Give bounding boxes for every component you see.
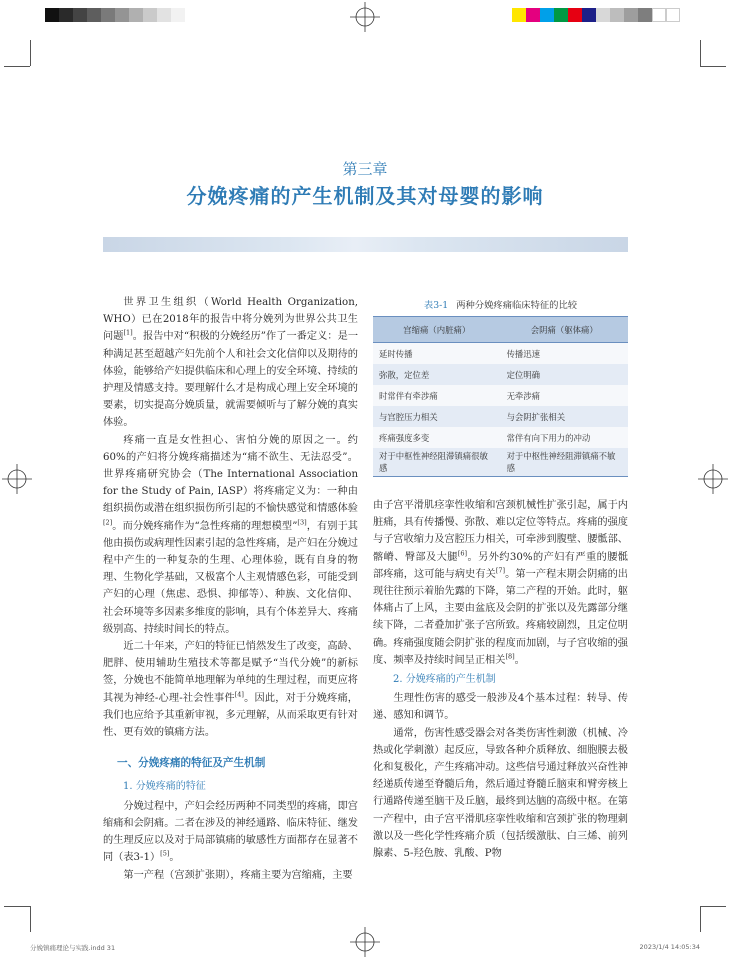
table-cell: 时常伴有牵涉痛 — [373, 385, 501, 406]
registration-target-icon — [348, 0, 382, 34]
grayscale-calibration-strip — [45, 8, 185, 22]
table-cell: 无牵涉痛 — [501, 385, 628, 406]
table-row — [373, 427, 628, 448]
crop-mark-top-right — [700, 40, 701, 66]
table-cell: 常伴有向下用力的冲动 — [501, 427, 628, 448]
table-row — [373, 364, 628, 385]
crop-mark-bottom-left — [30, 906, 31, 932]
paragraph: 分娩过程中，产妇会经历两种不同类型的疼痛，即宫缩痛和会阴痛。二者在涉及的神经通路、临床特征、继发的生理反应以及对于局部镇痛的敏感性方面都存在显著不同（表3-1）[5]。 — [103, 800, 358, 864]
crop-mark-bottom-right — [700, 906, 726, 907]
crop-mark-top-left — [4, 66, 30, 67]
crop-mark-top-left — [30, 40, 31, 66]
color-calibration-strip — [512, 8, 680, 22]
table-title: 两种分娩疼痛临床特征的比较 — [456, 300, 578, 311]
table-header-cell: 会阴痛（躯体痛） — [501, 317, 628, 343]
paragraph: 由子宫平滑肌痉挛性收缩和宫颈机械性扩张引起，属于内脏痛，具有传播慢、弥散、难以定位等特点。疼痛的强度与子宫收缩力及宫腔压力相关，可牵涉到腹壁、腰骶部、髂嵴、臀部及大腿[6]。另外约30%的产妇有严重的腰骶部疼痛，这可能与病史有关[7]。第一产程末期会阴痛的出现往往预示着胎先露的下降，第二产程的开始。此时，躯体痛占了上风，主要由盆底及会阴的扩张以及先露部分继续下降，二者叠加扩张子宫所致。疼痛较剧烈，且定位明确。疼痛强度随会阴扩张的程度而加剧，与子宫收缩的强度、频率及持续时间呈正相关[8]。 — [373, 500, 628, 666]
paragraph: 世界卫生组织（World Health Organization, WHO）已在2018年的报告中将分娩列为世界公共卫生问题[1]。报告中对“积极的分娩经历”作了一番定义：是一种满足甚至超越产妇先前个人和社会文化信仰以及期待的体验，能够给产妇提供临床和心理上的安全环境、持续的护理及情感支持。要理解什么才是构成心理上安全环境的要素，切实提高分娩质量，就需要倾听与了解分娩的真实体验。 — [103, 297, 359, 429]
paragraph: 近二十年来，产妇的特征已悄然发生了改变，高龄、肥胖、使用辅助生殖技术等都是赋予“当代分娩”的新标签，分娩也不能简单地理解为单纯的生理过程，而更应将其视为神经-心理-社会性事件[4]。因此，对于分娩疼痛，我们也应给予其重新审视，多元理解，从而采取更有针对性、更有效的镇痛方法。 — [103, 641, 358, 739]
table-cell: 弥散，定位差 — [373, 364, 501, 385]
print-slug-filename: 分娩镇痛理论与实践.indd 31 — [30, 944, 116, 952]
table-cell: 传播迅速 — [501, 343, 628, 365]
paragraph: 第一产程（宫颈扩张期），疼痛主要为宫缩痛，主要 — [123, 869, 353, 881]
paragraph: 疼痛一直是女性担心、害怕分娩的原因之一。约60%的产妇将分娩疼痛描述为“痛不欲生、无法忍受”。世界疼痛研究协会（The International Association for the Study of Pain, IASP）将疼痛定义为：一种由组织损伤或潜在组织损伤所引起的不愉快感觉和情感体验[2]。而分娩疼痛作为“急性疼痛的理想模型”[3]，有别于其他由损伤或病理性因素引起的急性疼痛，是产妇在分娩过程中产生的一种复杂的生理、心理体验，既有自身的物理、生物化学基础，又极富个人主观情感色彩，可能受到产妇的心理（焦虑、恐惧、抑郁等）、种族、文化信仰、社会环境等多因素多维度的影响，具有个体差异大、疼痛级别高、持续时间长的特点。 — [103, 434, 358, 635]
table-row — [373, 448, 628, 477]
registration-target-icon — [0, 462, 34, 496]
title-decorative-band — [103, 237, 628, 252]
subsection-heading: 1. 分娩疼痛的特征 — [123, 781, 206, 793]
crop-mark-bottom-right — [700, 906, 701, 932]
left-column — [103, 294, 358, 884]
section-heading: 一、分娩疼痛的特征及产生机制 — [117, 757, 266, 770]
crop-mark-bottom-left — [4, 906, 30, 907]
table-cell: 与宫腔压力相关 — [373, 406, 501, 427]
table-cell: 定位明确 — [501, 364, 628, 385]
table-row — [373, 343, 628, 365]
table-cell: 对于中枢性神经阻滞镇痛很敏感 — [373, 448, 501, 477]
table-header-cell: 宫缩痛（内脏痛） — [373, 317, 501, 343]
paragraph: 通常，伤害性感受器会对各类伤害性刺激（机械、冷热或化学刺激）起反应，导致各种介质释放、细胞膜去极化和复极化，产生疼痛冲动。这些信号通过释放兴奋性神经递质传递至脊髓后角，然后通过脊髓丘脑束和臂旁核上行通路传递至脑干及丘脑，最终到达脑的高级中枢。在第一产程中，由子宫平滑肌痉挛性收缩和宫颈扩张的物理刺激以及一些化学性疼痛介质（包括缓激肽、白三烯、前列腺素、5-羟色胺、乳酸、P物 — [373, 727, 628, 860]
comparison-table — [373, 316, 628, 477]
subsection-heading: 2. 分娩疼痛的产生机制 — [393, 674, 496, 686]
table-cell: 疼痛强度多变 — [373, 427, 501, 448]
table-row — [373, 385, 628, 406]
chapter-number: 第三章 — [342, 160, 388, 178]
right-column — [373, 497, 628, 862]
registration-target-icon — [348, 925, 382, 959]
table-caption — [373, 297, 628, 311]
print-slug-timestamp: 2023/1/4 14:05:34 — [639, 943, 700, 951]
table-cell: 与会阴扩张相关 — [501, 406, 628, 427]
chapter-title: 分娩疼痛的产生机制及其对母婴的影响 — [186, 184, 544, 208]
table-number: 表3-1 — [423, 300, 449, 311]
table-row — [373, 406, 628, 427]
table-cell: 延时传播 — [373, 343, 501, 365]
registration-target-icon — [696, 462, 730, 496]
crop-mark-top-right — [700, 66, 726, 67]
paragraph: 生理性伤害的感受一般涉及4个基本过程：转导、传递、感知和调节。 — [373, 693, 628, 722]
table-cell: 对于中枢性神经阻滞镇痛不敏感 — [501, 448, 628, 477]
